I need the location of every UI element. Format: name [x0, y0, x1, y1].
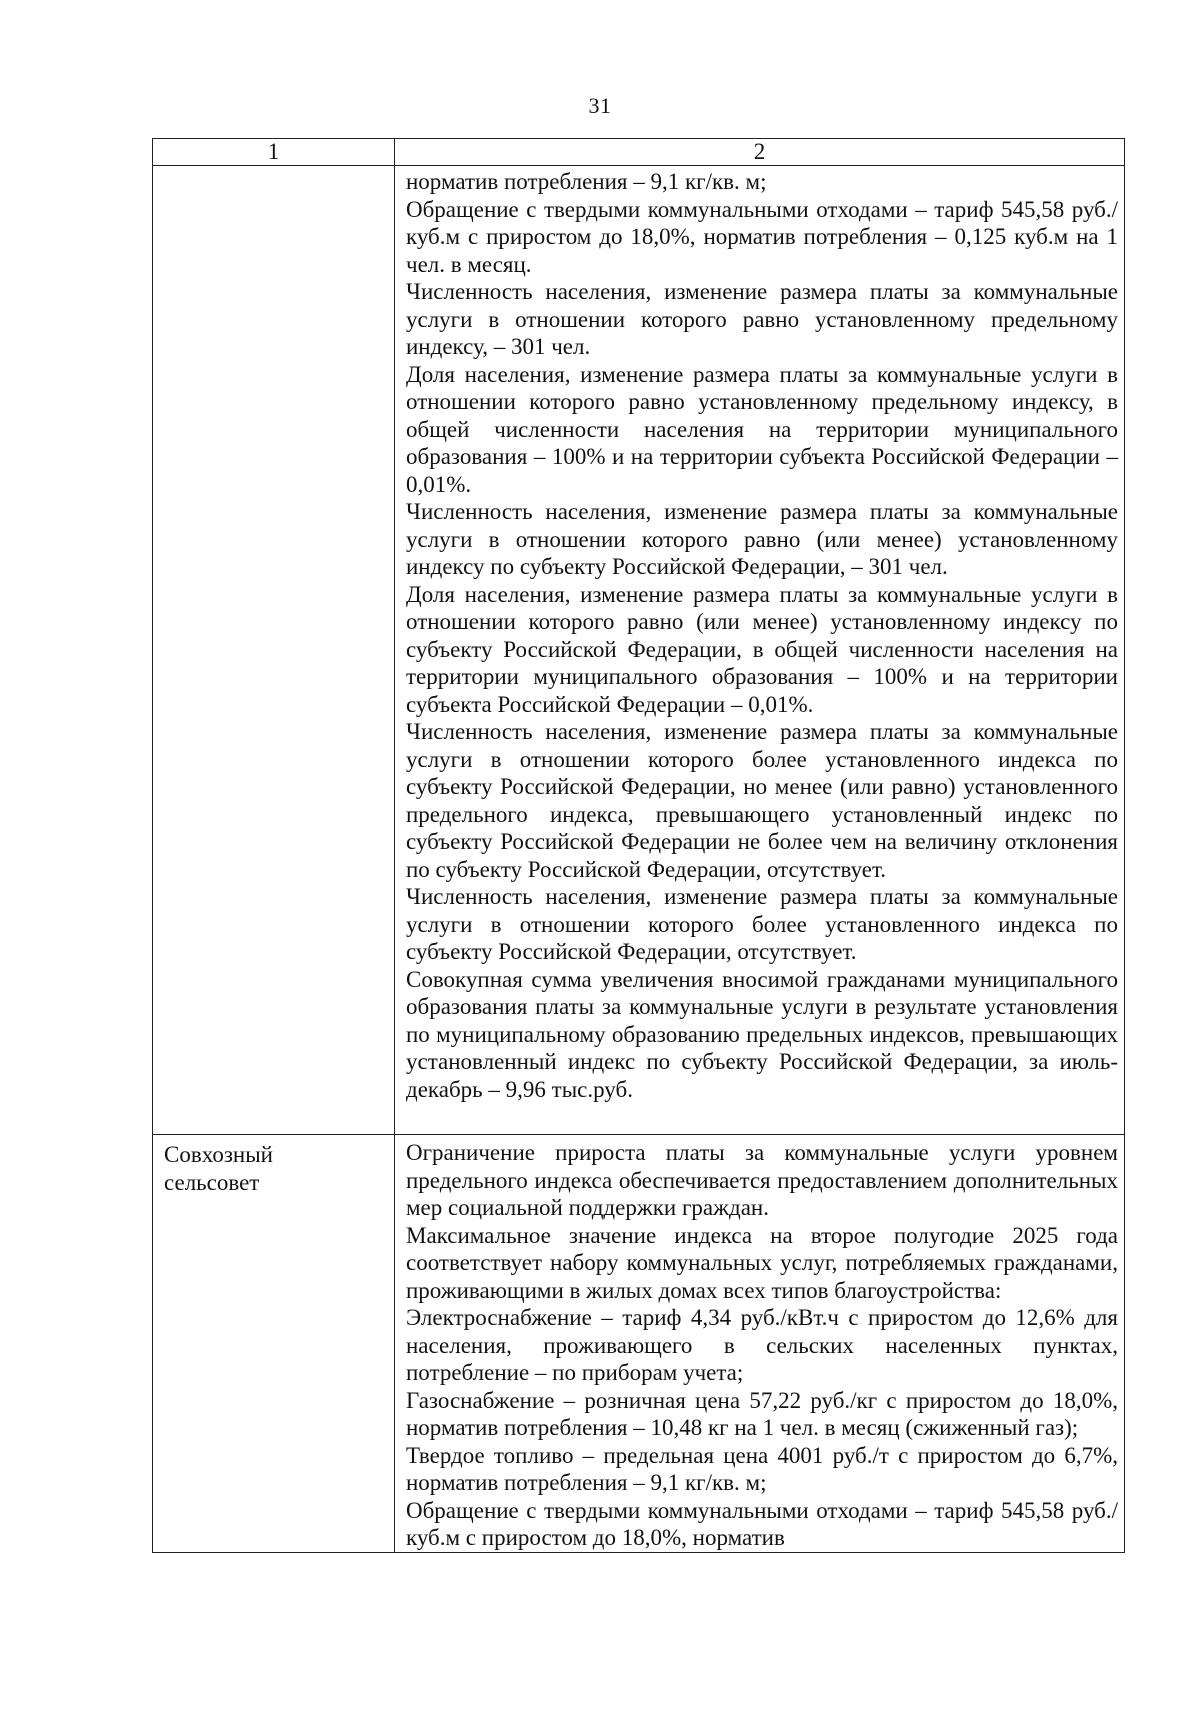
paragraph: Численность населения, изменение размера платы за коммунальные услуги в отношении которого равно (или менее) установленному индексу по субъекту Российской Федерации, – 301 чел. — [406, 499, 1118, 579]
column-header-1: 1 — [153, 139, 395, 166]
paragraph: Доля населения, изменение размера платы за коммунальные услуги в отношении которого равно установленному предельному индексу, в общей численности населения на территории муниципального образования – 100% и на территории субъекта Российской Федерации – 0,01%. — [406, 361, 1118, 497]
paragraph: Совокупная сумма увеличения вносимой гражданами муниципального образования платы за коммунальные услуги в результате установления по муниципальному образованию предельных индексов, превышающих установленный индекс по субъекту Российской Федерации, за июль-декабрь – 9,96 тыс.руб. — [406, 966, 1118, 1102]
row-content-cell — [395, 1135, 1125, 1553]
table-row — [153, 166, 1125, 1135]
document-table — [152, 138, 1125, 1553]
row-content-cell — [395, 166, 1125, 1135]
paragraph: Электроснабжение – тариф 4,34 руб./кВт.ч с приростом до 12,6% для населения, проживающего в сельских населенных пунктах, потребление – по приборам учета; — [406, 1305, 1118, 1385]
paragraph: Численность населения, изменение размера платы за коммунальные услуги в отношении которого более установленного индекса по субъекту Российской Федерации, отсутствует. — [406, 884, 1118, 964]
paragraph: Максимальное значение индекса на второе полугодие 2025 года соответствует набору коммунальных услуг, потребляемых гражданами, проживающими в жилых домах всех типов благоустройства: — [406, 1222, 1118, 1303]
paragraph: Численность населения, изменение размера платы за коммунальные услуги в отношении которого равно установленному предельному индексу, – 301 чел. — [406, 279, 1118, 359]
paragraph: Обращение с твердыми коммунальными отходами – тариф 545,58 руб./куб.м с приростом до 18,0%, норматив потребления – 0,125 куб.м на 1 чел. в месяц. — [406, 196, 1118, 277]
row-label-cell — [153, 1135, 395, 1553]
table-row — [153, 1135, 1125, 1553]
table-header-row — [153, 139, 1125, 166]
paragraph: Обращение с твердыми коммунальными отходами – тариф 545,58 руб./куб.м с приростом до 18,0%, норматив — [406, 1497, 1118, 1550]
page-number: 31 — [588, 93, 612, 118]
paragraph: норматив потребления – 9,1 кг/кв. м; — [406, 169, 767, 194]
paragraph: Твердое топливо – предельная цена 4001 руб./т с приростом до 6,7%, норматив потребления – 9,1 кг/кв. м; — [406, 1442, 1118, 1495]
row-label-line: сельсовет — [164, 1169, 260, 1195]
row-label-cell — [153, 166, 395, 1135]
paragraph: Ограничение прироста платы за коммунальные услуги уровнем предельного индекса обеспечивается предоставлением дополнительных мер социальной поддержки граждан. — [406, 1140, 1118, 1220]
paragraph: Доля населения, изменение размера платы за коммунальные услуги в отношении которого равно (или менее) установленному индексу по субъекту Российской Федерации, в общей численности населения на территории муниципального образования – 100% и на территории субъекта Российской Федерации – 0,01%. — [406, 581, 1118, 717]
column-header-2: 2 — [395, 139, 1125, 166]
row-label-line: Совхозный — [164, 1142, 273, 1167]
paragraph: Газоснабжение – розничная цена 57,22 руб./кг с приростом до 18,0%, норматив потребления – 10,48 кг на 1 чел. в месяц (сжиженный газ); — [406, 1387, 1118, 1440]
paragraph: Численность населения, изменение размера платы за коммунальные услуги в отношении которого более установленного индекса по субъекту Российской Федерации, но менее (или равно) установленного предельного индекса, превышающего установленный индекс по субъекту Российской Федерации не более чем на величину отклонения по субъекту Российской Федерации, отсутствует. — [406, 719, 1118, 882]
